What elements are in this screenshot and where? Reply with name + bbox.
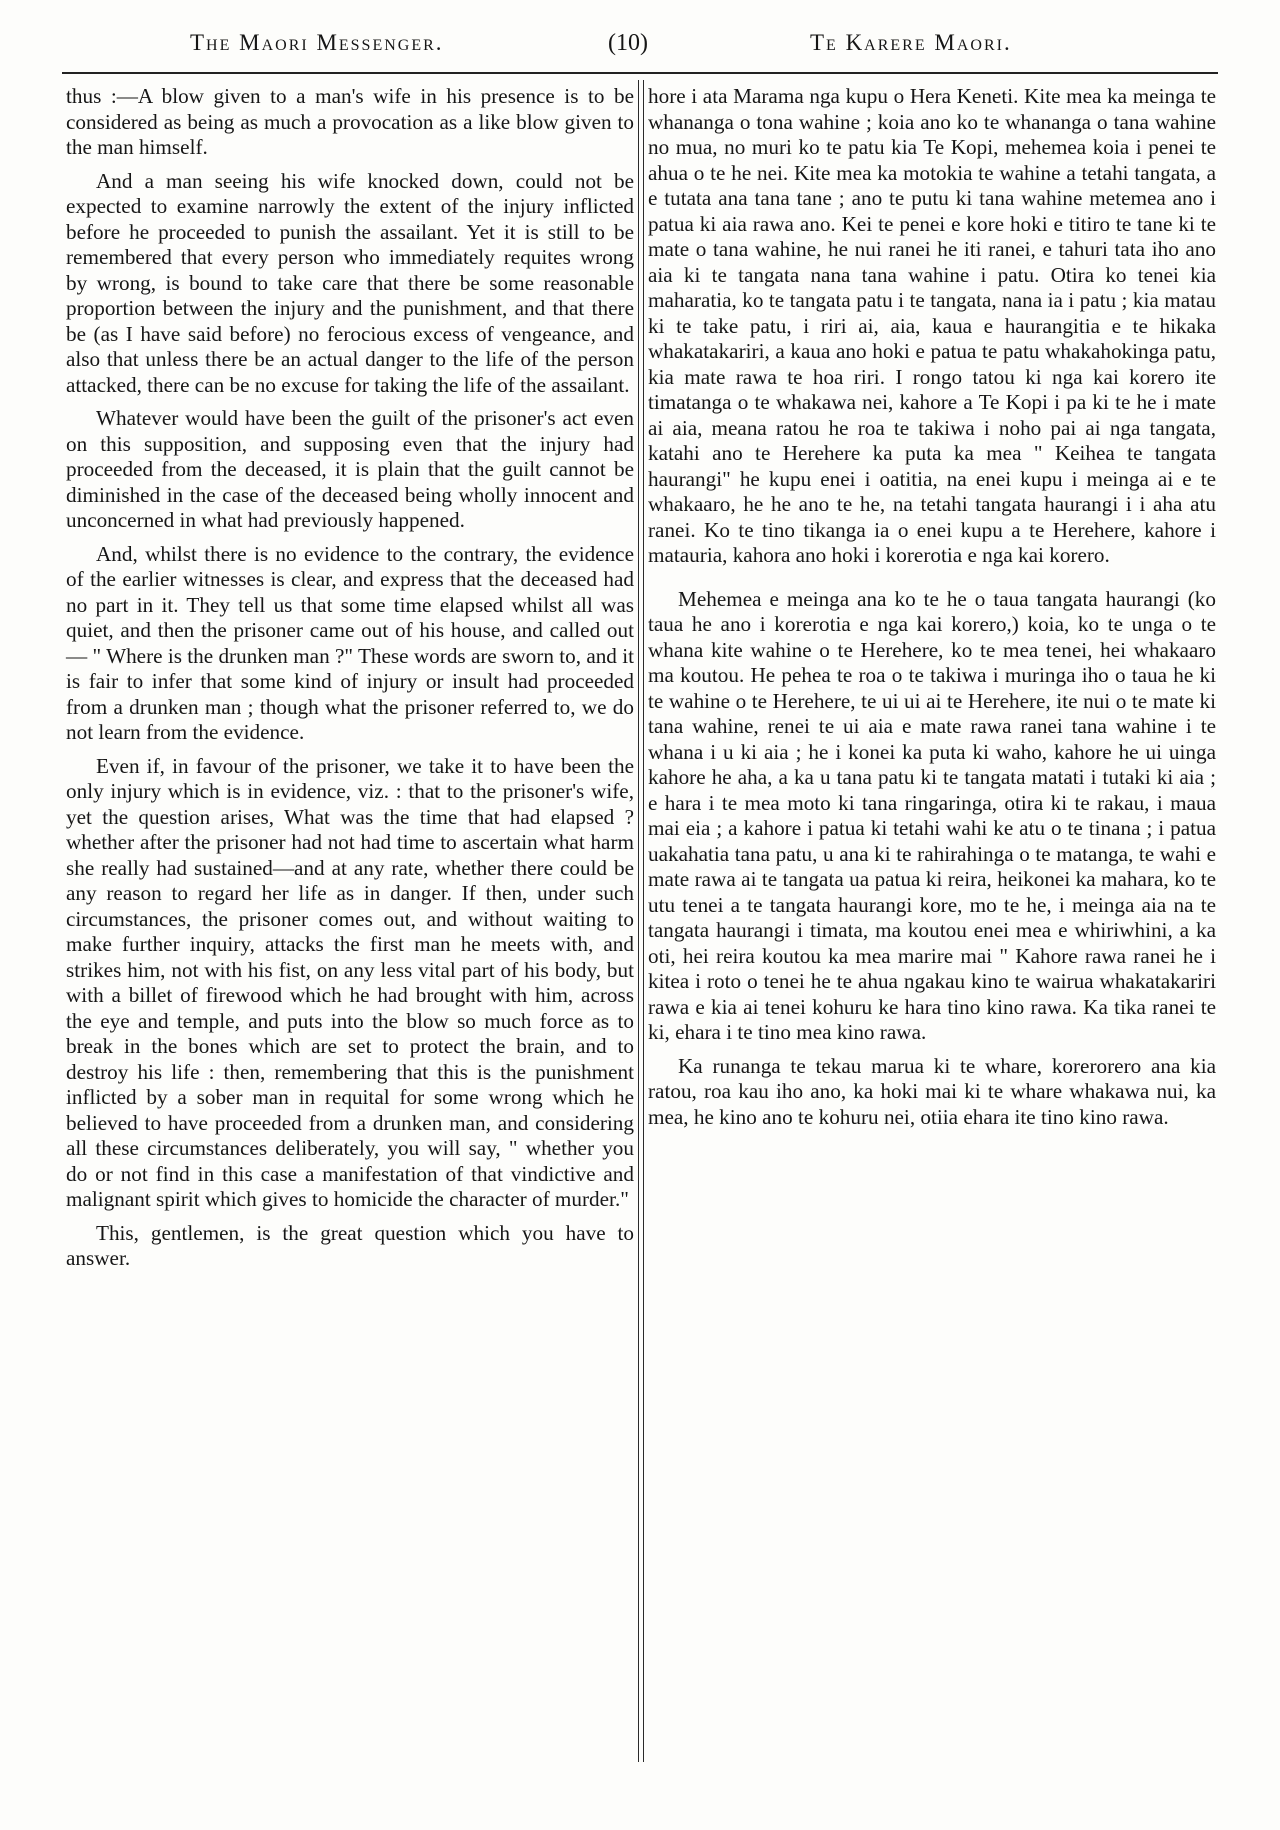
maori-paragraph: Ka runanga te tekau marua ki te whare, korerorero ana kia ratou, roa kau iho ano, ka hoki mai ki te whare whakawa nui, ka mea, he kino ano te kohuru nei, otiia ehara ite tino kino rawa.	[648, 1053, 1216, 1129]
maori-column	[648, 84, 1216, 1130]
english-paragraph: Even if, in favour of the prisoner, we take it to have been the only injury which is in evidence, viz. : that to the prisoner's wife, yet the question arises, What was the time that had elapsed ? whether after the prisoner had not had time to ascertain what harm she really had sustained—and at any rate, whether there could be any reason to regard her life as in danger. If then, under such circumstances, the prisoner comes out, and without waiting to make further inquiry, attacks the first man he meets with, and strikes him, not with his fist, on any less vital part of his body, but with a billet of firewood which he had brought with him, across the eye and temple, and puts into the blow so much force as to break in the bones which are set to protect the brain, and to destroy his life : then, remembering that this is the punishment inflicted by a sober man in requital for some wrong which he believed to have proceeded from a drunken man, and considering all these circumstances deliberately, you will say, " whether you do or not find in this case a manifestation of that vindictive and malignant spirit which gives to homicide the character of murder."	[66, 753, 634, 1211]
maori-masthead: Te Karere Maori.	[810, 30, 1012, 55]
english-paragraph: thus :—A blow given to a man's wife in his presence is to be considered as being as much a provocation as a like blow given to the man himself.	[66, 84, 634, 159]
column-divider	[638, 80, 644, 1762]
english-column	[66, 84, 634, 1272]
header-rule	[62, 72, 1218, 74]
english-paragraph: This, gentlemen, is the great question which you have to answer.	[66, 1220, 634, 1270]
page-number: (10)	[608, 30, 648, 56]
english-paragraph: And, whilst there is no evidence to the contrary, the evidence of the earlier witnesses is clear, and express that the deceased had no part in it. They tell us that some time elapsed whilst all was quiet, and then the prisoner came out of his house, and called out — " Where is the drunken man ?" These words are sworn to, and it is fair to infer that some kind of injury or insult had proceeded from a drunken man ; though what the prisoner referred to, we do not learn from the evidence.	[66, 541, 634, 744]
english-paragraph: And a man seeing his wife knocked down, could not be expected to examine narrowly the extent of the injury inflicted before he proceeded to punish the assailant. Yet it is still to be remembered that every person who immediately requites wrong by wrong, is bound to take care that there be some reasonable proportion between the injury and the punishment, and that there be (as I have said before) no ferocious excess of vengeance, and also that unless there be an actual danger to the life of the person attacked, there can be no excuse for taking the life of the assailant.	[66, 168, 634, 397]
page-header	[60, 30, 1220, 70]
maori-paragraph: hore i ata Marama nga kupu o Hera Keneti. Kite mea ka meinga te whananga o tona wahine ; koia ano ko te whananga o tana wahine no mua, no muri ko te patu kia Te Kopi, mehemea koia i penei te ahua o te he nei. Kite mea ka motokia te wahine a tetahi tangata, a e tutata ana tana tane ; ano te putu ki tana wahine metemea ano i patua ki aia rawa ano. Kei te penei e kore hoki e titiro te tane ki te mate o tana wahine, he nui ranei he iti ranei, e tahuri tata iho ano aia ki te tangata nana tana wahine i patu. Otira ko tenei kia maharatia, ko te tangata patu i te tangata, nana ia i patu ; kia matau ki te take patu, i riri ai, aia, kaua e haurangitia e te hikaka whakatakariri, a kaua ano hoki e patua te patu whakahokinga patu, kia mate rawa te hoa riri. I rongo tatou ki nga kai korero ite timatanga o te whakawa nei, kahore a Te Kopi i pa ki te he i mate ai aia, meana ratou he roa te takiwa i noho pai ai nga tangata, katahi ano te Herehere ka puta ka mea " Keihea te tangata haurangi" he kupu enei i oatitia, na enei kupu i meinga ai e te whakaaro, he he ano te he, na tetahi tangata haurangi i i aha atu ranei. Ko te tino tikanga ia o enei kupu a te Herehere, kahore i matauria, kahora ano hoki i korerotia e nga kai korero.	[648, 84, 1216, 567]
english-masthead: The Maori Messenger.	[190, 30, 444, 55]
maori-paragraph: Mehemea e meinga ana ko te he o taua tangata haurangi (ko taua he ano i korerotia e nga kai korero,) koia, ko te unga o te whana kite wahine o te Herehere, ko te mea tenei, hei whakaaro ma koutou. He pehea te roa o te takiwa i muringa iho o taua he ki te wahine o te Herehere, te ui ui ai te Herehere, ite nui o te mate ki tana wahine, renei te ui aia e mate rawa ranei tana wahine i te whana i u ki aia ; he i konei ka puta ki waho, kahore he ui uinga kahore he aha, a ka u tana patu ki te tangata matati i tutaki ki aia ; e hara i te mea moto ki tana ringaringa, otira ki te rakau, i maua mai eia ; a kahore i patua ki tetahi wahi ke atu o te tinana ; i patua uakahatia tana patu, u ana ki te rahirahinga o te matanga, te wahi e mate rawa ai te tangata ua patua ki reira, heikonei ka mahara, ko te utu tenei a te tangata haurangi kore, mo te he, i meinga aia na te tangata haurangi i timata, ma koutou enei mea e whiriwhini, a ka oti, hei reira koutou ka mea marire mai " Kahore rawa ranei he i kitea i roto o tenei he te ahua ngakau kino te wairua whakatakariri rawa e kia ai tenei kohuru ke hara tino kino rawa. Ka tika ranei te ki, ehara i te tino mea kino rawa.	[648, 586, 1216, 1044]
english-paragraph: Whatever would have been the guilt of the prisoner's act even on this supposition, and supposing even that the injury had proceeded from the deceased, it is plain that the guilt cannot be diminished in the case of the deceased being wholly innocent and unconcerned in what had previously happened.	[66, 406, 634, 532]
